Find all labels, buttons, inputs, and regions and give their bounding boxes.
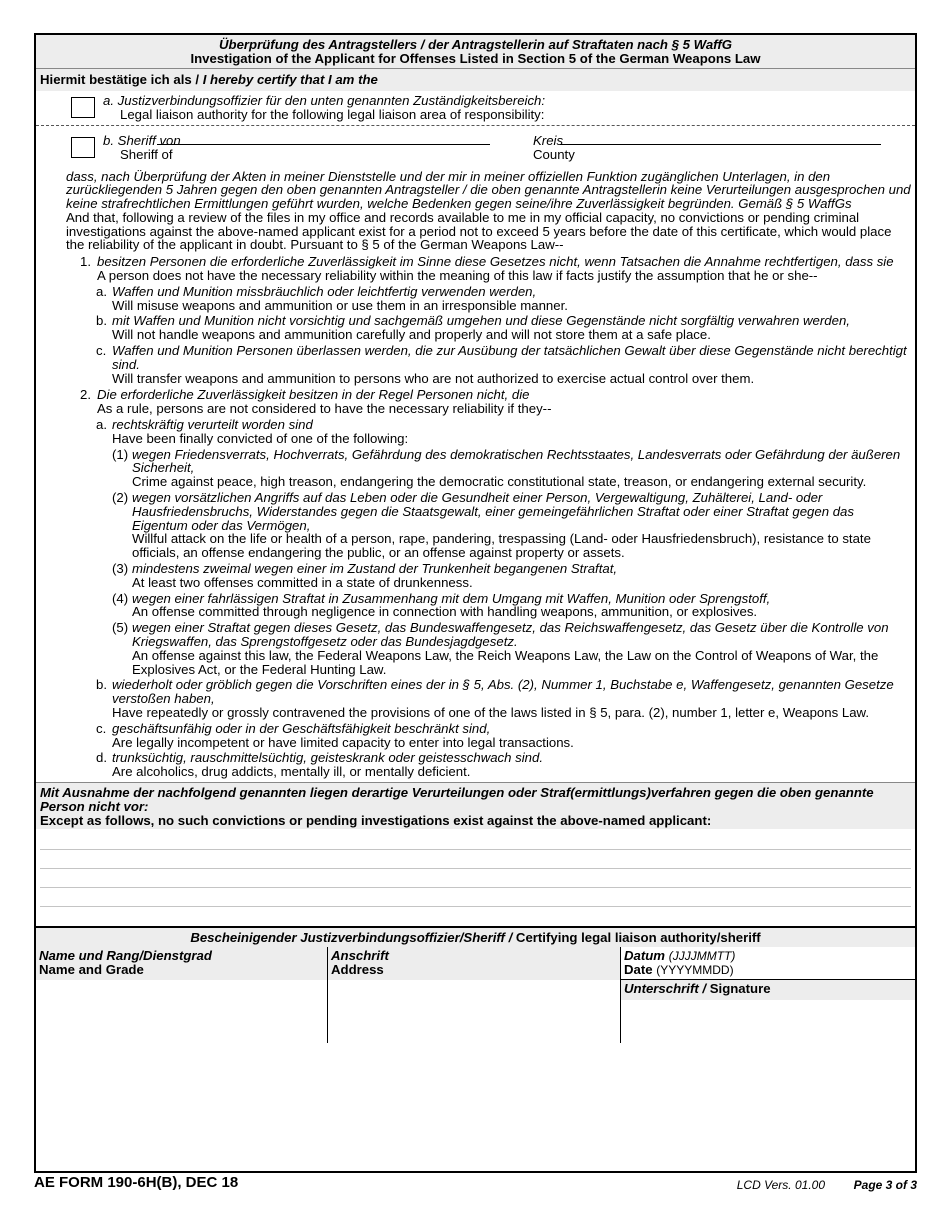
item-2a-en: Have been finally convicted of one of the following: xyxy=(112,430,409,446)
exception-statement xyxy=(36,782,915,829)
item-2a-num: a. xyxy=(96,417,107,433)
sheriff-of-line[interactable] xyxy=(157,144,490,145)
address-label-en: Address xyxy=(331,961,384,977)
date-field[interactable] xyxy=(621,947,915,980)
option-b-checkbox[interactable] xyxy=(71,137,95,158)
county-label: County xyxy=(533,147,575,162)
county-line[interactable] xyxy=(560,144,881,145)
intro-de: dass, nach Überprüfung der Akten in meiner Dienststelle und der mir in meiner offiziellen Funktion zugänglichen Unterlagen, in den zurückliegenden 5 Jahren gegen den oben genannten Antragsteller / die oben genannte Antragstellerin keine Verurteilungen ausgesprochen und keine strafrechtlichen Ermittlungen geführt wurden, welche Bedenken gegen seine/ihre Zuverlässigkeit begründen. Gemäß § 5 WaffGs xyxy=(66,168,911,212)
exception-en: Except as follows, no such convictions or pending investigations exist against the above-named applicant: xyxy=(40,812,712,828)
item-1-de: besitzen Personen die erforderliche Zuverlässigkeit im Sinne diese Gesetzes nicht, wenn Tatsachen die Annahme rechtfertigen, dass sie xyxy=(97,254,894,270)
item-1b-num: b. xyxy=(96,313,107,329)
item-1a-de: Waffen und Munition missbräuchlich oder leichtfertig verwenden werden, xyxy=(112,283,537,299)
address-label-de: Anschrift xyxy=(331,947,389,963)
item-2d-de: trunksüchtig, rauschmittelsüchtig, geisteskrank oder geistesschwach sind. xyxy=(112,750,543,766)
option-a xyxy=(36,91,915,125)
item-2d xyxy=(96,751,911,779)
item-2a-3-num: (3) xyxy=(112,561,129,577)
item-1a-num: a. xyxy=(96,283,107,299)
address-cell xyxy=(328,947,621,1043)
exception-line-3[interactable] xyxy=(40,887,911,888)
address-field[interactable] xyxy=(328,980,620,1043)
certify-line xyxy=(36,69,915,91)
item-2b-num: b. xyxy=(96,677,107,693)
item-2a-4-en: An offense committed through negligence in connection with handling weapons, ammunition, or explosives. xyxy=(132,604,758,620)
item-2c-num: c. xyxy=(96,720,107,736)
signature-header xyxy=(36,926,915,947)
item-2a-4-num: (4) xyxy=(112,590,129,606)
item-2a-2-de: wegen vorsätzlichen Angriffs auf das Leben oder die Gesundheit einer Person, Vergewaltigung, Zuhälterei, Land- oder Hausfriedensbruchs, Widerstandes gegen die Staatsgewalt, einer gemeingefährlichen Straftat oder einer Straftat gegen das Eigentum oder das Vermögen, xyxy=(132,490,854,533)
item-2a-5-num: (5) xyxy=(112,620,129,636)
exception-de: Mit Ausnahme der nachfolgend genannten liegen derartige Verurteilungen oder Straf(ermittlungs)verfahren gegen die oben genannte Person nicht vor: xyxy=(40,784,874,814)
item-2a-2-en: Willful attack on the life or health of a person, rape, pandering, trespassing (Land- oder Hausfriedensbruch), resistance to state officials, an offense endangering the public, or an offense against property or assets. xyxy=(132,531,871,561)
signature-label-de: Unterschrift / xyxy=(624,980,710,996)
exception-line-2[interactable] xyxy=(40,868,911,869)
item-1c-num: c. xyxy=(96,343,107,359)
option-a-checkbox[interactable] xyxy=(71,97,95,118)
item-2c-de: geschäftsunfähig oder in der Geschäftsfähigkeit beschränkt sind, xyxy=(112,720,491,736)
signature-header-en: Certifying legal liaison authority/sheriff xyxy=(515,930,761,946)
version-label: LCD Vers. 01.00 xyxy=(736,1178,825,1192)
item-2a-5-de: wegen einer Straftat gegen dieses Gesetz, das Bundeswaffengesetz, das Reichswaffengesetz, das Gesetz über die Kontrolle von Kriegswaffen, das Sprengstoffgesetz oder das Bundesjagdgesetz. xyxy=(132,620,889,649)
item-1c-de: Waffen und Munition Personen überlassen werden, die zur Ausübung der tatsächlichen Gewalt über diese Gegenstände nicht berechtigt sind. xyxy=(112,343,907,372)
item-2a-4-de: wegen einer fahrlässigen Straftat in Zusammenhang mit dem Umgang mit Waffen, Munition oder Sprengstoff, xyxy=(132,590,771,606)
date-label-en: Date xyxy=(624,961,653,977)
item-2b-de: wiederholt oder gröblich gegen die Vorschriften eines der in § 5, Abs. (2), Nummer 1, Buchstabe e, Waffengesetz, genannten Gesetze verstoßen haben, xyxy=(112,677,894,707)
body-text xyxy=(36,166,915,779)
signature-block xyxy=(36,947,915,1043)
item-2a-3-de: mindestens zweimal wegen einer im Zustand der Trunkenheit begangenen Straftat, xyxy=(132,561,618,577)
option-b xyxy=(36,126,915,166)
name-label-de: Name und Rang/Dienstgrad xyxy=(39,947,212,963)
item-2-en: As a rule, persons are not considered to have the necessary reliability if they-- xyxy=(97,401,552,417)
item-2a-2-num: (2) xyxy=(112,490,129,506)
form-id: AE FORM 190-6H(B), DEC 18 xyxy=(34,1174,239,1191)
signature-field[interactable] xyxy=(621,1000,915,1043)
name-grade-cell xyxy=(36,947,328,1043)
intro-en: And that, following a review of the files in my office and records available to me in my official capacity, no convictions or pending criminal investigations against the above-named applicant exist for a period not to exceed 5 years before the date of this certificate, which would place the reliability of the applicant in doubt. Pursuant to § 5 of the German Weapons Law-- xyxy=(66,209,892,253)
item-2a-de: rechtskräftig verurteilt worden sind xyxy=(112,417,313,433)
form-header xyxy=(36,35,915,69)
item-2d-num: d. xyxy=(96,750,107,766)
footer xyxy=(34,1176,917,1194)
item-2a-3 xyxy=(112,562,911,590)
item-2c xyxy=(96,722,911,750)
certify-en: I hereby certify that I am the xyxy=(202,72,378,87)
item-1a-en: Will misuse weapons and ammunition or use them in an irresponsible manner. xyxy=(112,297,568,313)
name-grade-field[interactable] xyxy=(36,980,327,1043)
item-1b xyxy=(96,314,911,342)
title-en: Investigation of the Applicant for Offenses Listed in Section 5 of the German Weapons Law xyxy=(190,51,761,66)
date-label-de: Datum xyxy=(624,947,666,963)
item-2-num: 2. xyxy=(80,387,91,403)
item-2b xyxy=(96,678,911,719)
item-2d-en: Are alcoholics, drug addicts, mentally ill, or mentally deficient. xyxy=(112,764,471,780)
item-1-en: A person does not have the necessary reliability within the meaning of this law if facts justify the assumption that he or she-- xyxy=(97,268,818,284)
item-2a-1-en: Crime against peace, high treason, endangering the democratic constitutional state, treason, or endangering external security. xyxy=(132,474,867,490)
item-2a-1-de: wegen Friedensverrats, Hochverrats, Gefährdung des demokratischen Rechtsstaates, Landesverrats oder Gefährdung der äußeren Sicherheit, xyxy=(132,446,901,476)
kreis-label: Kreis xyxy=(533,132,564,148)
item-2a-4 xyxy=(112,592,911,620)
item-2a-2 xyxy=(112,491,911,560)
option-a-en: Legal liaison authority for the following legal liaison area of responsibility: xyxy=(120,107,545,122)
exception-line-4[interactable] xyxy=(40,906,911,907)
item-2-de: Die erforderliche Zuverlässigkeit besitzen in der Regel Personen nicht, die xyxy=(97,387,530,403)
certify-de: Hiermit bestätige ich als / xyxy=(40,72,203,87)
signature-header-de: Bescheinigender Justizverbindungsoffizier/Sheriff / xyxy=(190,930,516,946)
page-number: Page 3 of 3 xyxy=(853,1178,917,1192)
name-label-en: Name and Grade xyxy=(39,961,144,977)
item-1c xyxy=(96,344,911,385)
option-b-de: b. Sheriff von xyxy=(103,132,181,148)
item-2a xyxy=(96,418,911,676)
form-page xyxy=(34,33,917,1173)
option-a-de: a. Justizverbindungsoffizier für den unten genannten Zuständigkeitsbereich: xyxy=(103,92,546,108)
item-2c-en: Are legally incompetent or have limited capacity to enter into legal transactions. xyxy=(112,734,574,750)
exception-line-1[interactable] xyxy=(40,849,911,850)
item-1b-de: mit Waffen und Munition nicht vorsichtig und sachgemäß umgehen und diese Gegenstände nicht sorgfältig verwahren werden, xyxy=(112,313,850,329)
item-1b-en: Will not handle weapons and ammunition carefully and properly and will not store them at a safe place. xyxy=(112,327,711,343)
signature-label-en: Signature xyxy=(709,980,771,996)
date-signature-cell xyxy=(621,947,915,1043)
exception-entry-lines xyxy=(36,829,915,926)
item-1 xyxy=(80,255,911,385)
item-1-num: 1. xyxy=(80,254,91,270)
item-2a-5 xyxy=(112,621,911,676)
item-2a-1-num: (1) xyxy=(112,446,129,462)
item-2a-5-en: An offense against this law, the Federal Weapons Law, the Reich Weapons Law, the Law on the Control of Weapons of War, the Explosives Act, or the Federal Hunting Law. xyxy=(132,647,879,677)
option-b-en: Sheriff of xyxy=(120,147,173,162)
item-1a xyxy=(96,285,911,313)
date-format-de: (JJJJMMTT) xyxy=(668,948,736,963)
item-2a-3-en: At least two offenses committed in a state of drunkenness. xyxy=(132,574,473,590)
item-2 xyxy=(80,388,911,779)
item-2a-1 xyxy=(112,448,911,489)
title-de: Überprüfung des Antragstellers / der Antragstellerin auf Straftaten nach § 5 WaffG xyxy=(219,37,732,52)
item-2b-en: Have repeatedly or grossly contravened the provisions of one of the laws listed in § 5, para. (2), number 1, letter e, Weapons Law. xyxy=(112,704,869,720)
date-format-en: (YYYYMMDD) xyxy=(656,962,734,977)
item-1c-en: Will transfer weapons and ammunition to persons who are not authorized to exercise actual control over them. xyxy=(112,370,755,386)
